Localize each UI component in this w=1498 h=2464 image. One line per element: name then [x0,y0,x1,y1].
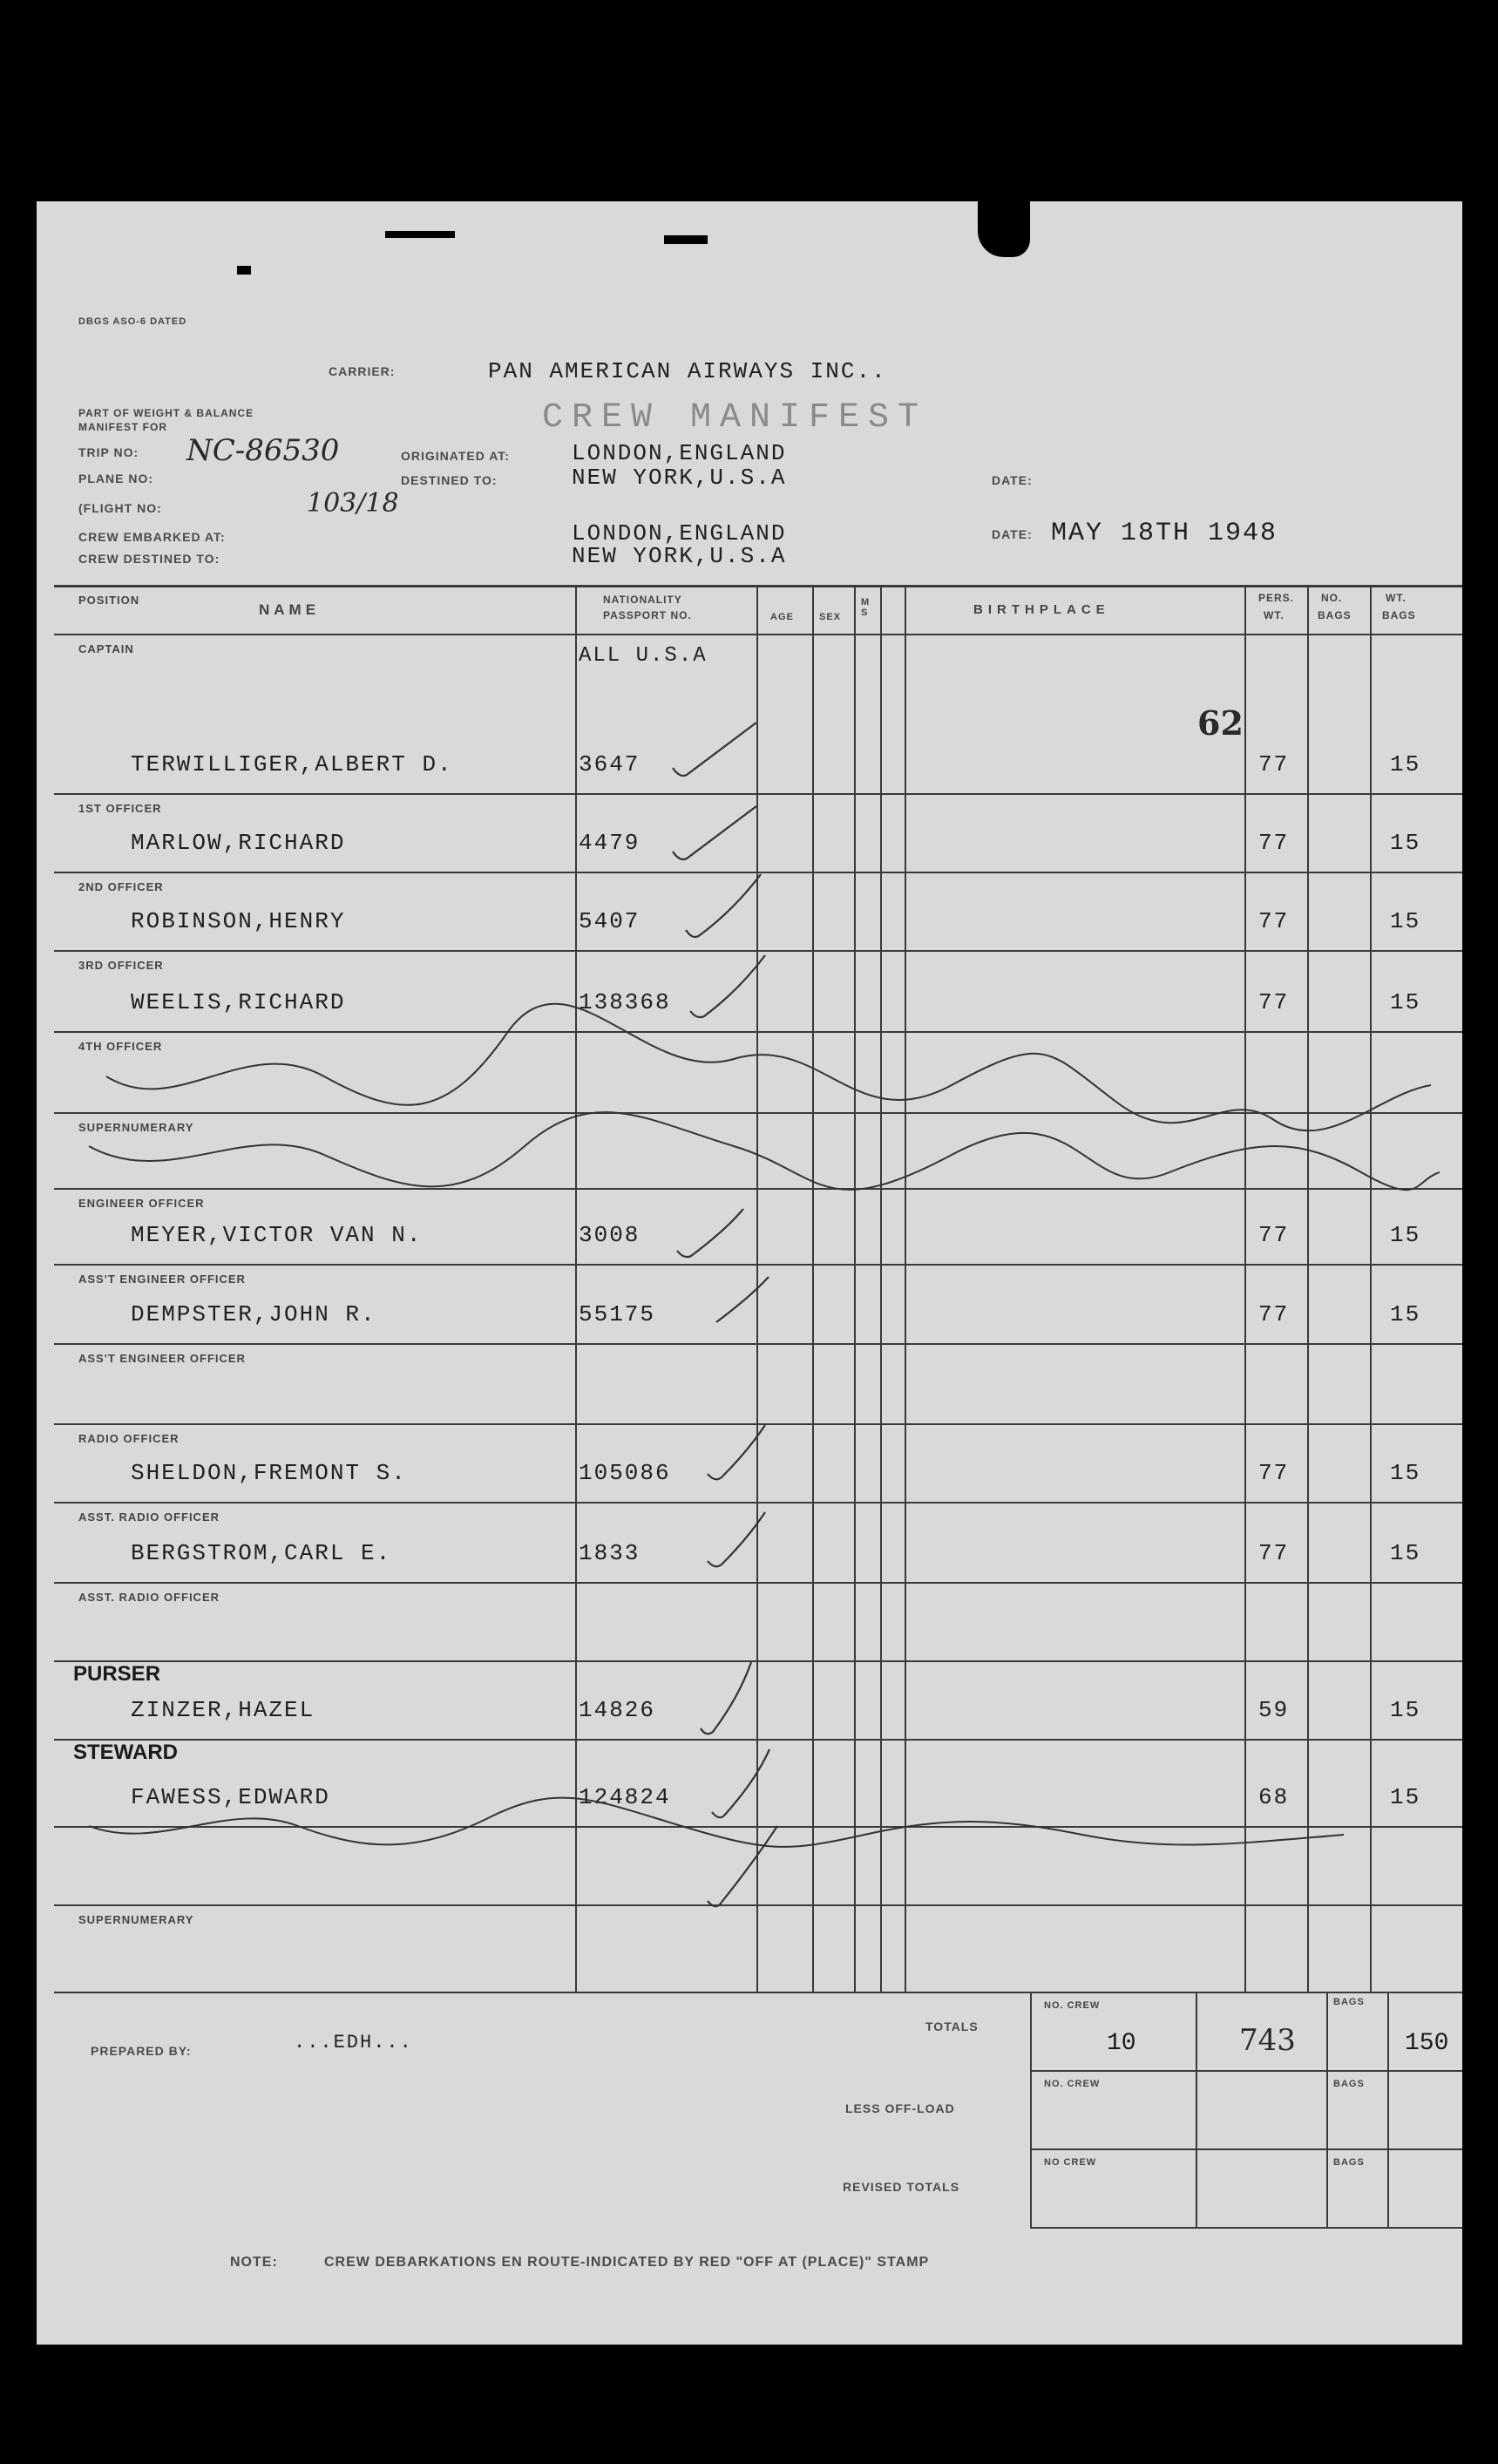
totals-bottom-rule [1030,2227,1462,2229]
strike-line [106,1004,1431,1131]
row-passport: 105086 [579,1460,671,1486]
row-name: MEYER,VICTOR VAN N. [131,1222,423,1248]
row-position: ENGINEER OFFICER [78,1197,205,1210]
row-weight: 77 [1258,989,1290,1015]
col-wt-bags: WT. [1386,592,1406,604]
col-wt: WT. [1264,609,1284,621]
row-position: 2ND OFFICER [78,880,164,893]
originated-label: ORIGINATED AT: [401,449,510,463]
embarked-value: LONDON,ENGLAND [572,520,787,546]
check-mark [712,1749,769,1817]
row-bags-weight: 15 [1390,1697,1421,1723]
check-mark [673,806,756,859]
trip-label: TRIP NO: [78,445,139,459]
row-passport: 3008 [579,1222,641,1248]
col-passport: PASSPORT NO. [603,609,692,621]
check-mark [690,955,765,1017]
row-weight: 77 [1258,1460,1290,1486]
col-sex: SEX [819,612,842,622]
row-position: SUPERNUMERARY [78,1913,194,1926]
row-name: WEELIS,RICHARD [131,989,346,1015]
bags-label: BAGS [1333,2157,1365,2168]
row-position: ASST. RADIO OFFICER [78,1510,220,1524]
totals-box-divider [1326,1992,1328,2227]
row-weight: 77 [1258,1301,1290,1327]
row-position: 1ST OFFICER [78,802,162,815]
row-name: TERWILLIGER,ALBERT D. [131,751,453,777]
row-bags-weight: 15 [1390,1222,1421,1248]
total-weight: 743 [1239,2023,1296,2058]
manifest-sheet [37,196,1462,2345]
part-of-label: PART OF WEIGHT & BALANCE [78,407,254,419]
no-crew-label: NO CREW [1044,2157,1097,2168]
carrier-value: PAN AMERICAN AIRWAYS INC.. [488,358,887,384]
carrier-label: CARRIER: [329,364,396,378]
flight-label: (FLIGHT NO: [78,501,162,515]
note-label: NOTE: [230,2255,278,2270]
col-nationality: NATIONALITY [603,594,682,606]
page-title: CREW MANIFEST [542,398,928,438]
check-mark [716,1277,769,1322]
prepared-by-value: ...EDH... [294,2032,413,2053]
check-mark [686,874,761,937]
totals-row-rule [1030,2070,1462,2072]
bags-label: BAGS [1333,1997,1365,2007]
row-name: DEMPSTER,JOHN R. [131,1301,376,1327]
row-position: STEWARD [73,1741,178,1764]
row-position: ASS'T ENGINEER OFFICER [78,1273,246,1286]
col-ms: M S [861,597,871,618]
flight-value: 103/18 [307,488,399,519]
totals-row-rule [1030,2148,1462,2150]
totals-box-left [1030,1992,1032,2227]
prepared-by-label: PREPARED BY: [91,2044,192,2058]
row-position: PURSER [73,1662,161,1686]
total-crew: 10 [1107,2030,1136,2057]
row-weight: 77 [1258,1540,1290,1566]
date2-value: MAY 18TH 1948 [1051,519,1278,548]
no-crew-label: NO. CREW [1044,2079,1101,2089]
col-no: NO. [1321,592,1343,604]
row-name: BERGSTROM,CARL E. [131,1540,392,1566]
row-position: CAPTAIN [78,642,134,655]
row-bags-weight: 15 [1390,1460,1421,1486]
row-bags-weight: 15 [1390,1540,1421,1566]
row-bags-weight: 15 [1390,1301,1421,1327]
row-position: SUPERNUMERARY [78,1121,194,1134]
check-mark [701,1662,751,1734]
destined-label: DESTINED TO: [401,473,498,487]
col-wt-bags-2: BAGS [1382,609,1416,621]
row-bags-weight: 15 [1390,751,1421,777]
crew-destined-label: CREW DESTINED TO: [78,552,220,566]
destined-value: NEW YORK,U.S.A [572,465,787,491]
col-position: POSITION [78,594,140,607]
row-passport: 5407 [579,908,641,934]
date-label: DATE: [992,473,1033,487]
originated-value: LONDON,ENGLAND [572,440,787,466]
row-passport: 3647 [579,751,641,777]
row-bags-weight: 15 [1390,989,1421,1015]
row-weight: 77 [1258,1222,1290,1248]
form-number: DBGS ASO-6 DATED [78,316,187,327]
less-off-load-label: LESS OFF-LOAD [845,2101,955,2115]
totals-label: TOTALS [925,2019,979,2033]
strike-line [89,1112,1440,1190]
nationality-all: ALL U.S.A [579,644,708,668]
row-passport: 1833 [579,1540,641,1566]
row-position: 4TH OFFICER [78,1040,163,1053]
check-mark [673,723,756,776]
row-name: FAWESS,EDWARD [131,1784,330,1810]
note-text: CREW DEBARKATIONS EN ROUTE-INDICATED BY RED "OFF AT (PLACE)" STAMP [324,2255,930,2270]
check-mark [708,1512,765,1566]
row-passport: 4479 [579,830,641,856]
col-name: NAME [259,601,321,618]
row-weight: 77 [1258,908,1290,934]
row-name: SHELDON,FREMONT S. [131,1460,407,1486]
total-bags: 150 [1405,2030,1449,2057]
row-position: 3RD OFFICER [78,959,164,972]
no-crew-label: NO. CREW [1044,2000,1101,2011]
row-weight: 68 [1258,1784,1290,1810]
totals-rule [54,1992,1462,1993]
row-weight: 77 [1258,751,1290,777]
date2-label: DATE: [992,527,1033,541]
row-bags-weight: 15 [1390,908,1421,934]
row-passport: 55175 [579,1301,656,1327]
strike-line [89,1798,1344,1847]
col-birthplace: BIRTHPLACE [973,602,1110,617]
row-position: RADIO OFFICER [78,1432,180,1445]
row-weight: 59 [1258,1697,1290,1723]
row-name: MARLOW,RICHARD [131,830,346,856]
row-name: ROBINSON,HENRY [131,908,346,934]
crew-destined-value: NEW YORK,U.S.A [572,543,787,569]
col-pers: PERS. [1258,592,1295,604]
row-passport: 14826 [579,1697,656,1723]
manifest-for-label: MANIFEST FOR [78,421,167,433]
col-bags: BAGS [1318,609,1352,621]
row-position: ASS'T ENGINEER OFFICER [78,1352,246,1365]
embarked-label: CREW EMBARKED AT: [78,530,226,544]
check-mark [708,1425,765,1479]
row-position: ASST. RADIO OFFICER [78,1591,220,1604]
check-mark [708,1826,777,1906]
check-marks [673,723,777,1906]
col-age: AGE [770,612,794,622]
row-passport: 124824 [579,1784,671,1810]
row-name: ZINZER,HAZEL [131,1697,315,1723]
check-mark [677,1209,743,1257]
revised-totals-label: REVISED TOTALS [843,2180,960,2194]
row-passport: 138368 [579,989,671,1015]
plane-label: PLANE NO: [78,472,153,485]
row-bags-weight: 15 [1390,830,1421,856]
bags-label: BAGS [1333,2079,1365,2089]
row-bags-weight: 15 [1390,1784,1421,1810]
totals-box-divider [1387,1992,1389,2227]
row-weight: 77 [1258,830,1290,856]
margin-note: 62 [1197,703,1244,743]
totals-box-divider [1196,1992,1197,2227]
trip-value: NC-86530 [186,433,340,468]
